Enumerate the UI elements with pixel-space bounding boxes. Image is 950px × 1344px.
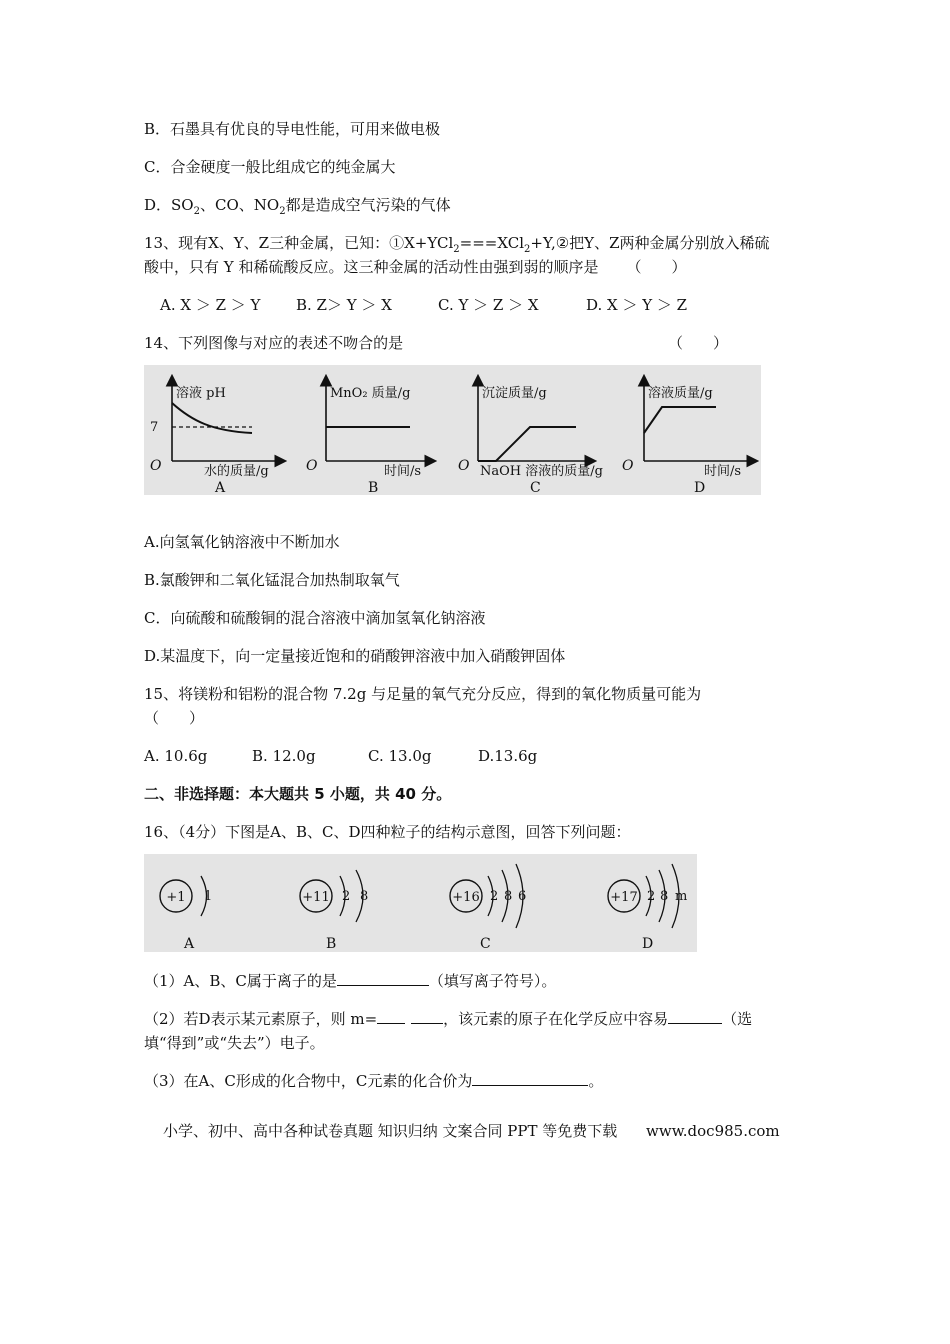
q16-part-2-blank-m-a[interactable] bbox=[377, 1009, 405, 1024]
q16-part-2-line1: （2）若D表示某元素原子，则 m= ，该元素的原子在化学反应中容易 （选 bbox=[144, 1010, 753, 1028]
graph-d bbox=[622, 377, 756, 495]
particle-a-shell-1-count: 1 bbox=[204, 889, 213, 904]
footer-text: 小学、初中、高中各种试卷真题 知识归纳 文案合同 PPT 等免费下载 bbox=[163, 1122, 618, 1140]
graph-b-xlabel: 时间/s bbox=[384, 464, 422, 479]
q16-particles-figure bbox=[144, 854, 697, 952]
graph-c-letter: C bbox=[530, 480, 541, 495]
graph-a-xlabel: 水的质量/g bbox=[204, 464, 269, 479]
footer bbox=[163, 1120, 780, 1141]
particle-b-nucleus-label: +11 bbox=[302, 890, 330, 905]
section-2-heading: 二、非选择题：本大题共 5 小题，共 40 分。 bbox=[144, 785, 452, 803]
particle-c-shell-3-count: 6 bbox=[518, 889, 527, 904]
q16-part-1-blank[interactable] bbox=[337, 971, 429, 986]
graph-a-curve bbox=[172, 403, 252, 433]
particle-b-letter: B bbox=[326, 936, 337, 952]
q15-option-d: D.13.6g bbox=[478, 747, 538, 765]
particle-d-shell-3-count: m bbox=[675, 889, 688, 904]
q16-part-2-blank-gain-lose[interactable] bbox=[668, 1009, 722, 1024]
particle-c bbox=[450, 864, 526, 952]
graph-d-line bbox=[644, 407, 716, 433]
q14-graphs-figure bbox=[144, 365, 761, 495]
q16-part-3: （3）在A、C形成的化合物中，C元素的化合价为 。 bbox=[144, 1072, 604, 1090]
q12-option-d: D．$SO_2$、CO、$NO_2$都是造成空气污染的气体 bbox=[144, 196, 451, 217]
q14-option-b: B.氯酸钾和二氧化锰混合加热制取氧气 bbox=[144, 571, 400, 589]
footer-url[interactable]: www.doc985.com bbox=[646, 1122, 780, 1140]
q16-part-3-blank[interactable] bbox=[472, 1071, 588, 1086]
q12-option-c: C．合金硬度一般比组成它的纯金属大 bbox=[144, 158, 396, 176]
particle-c-shell-1-count: 2 bbox=[490, 889, 499, 904]
particle-a-letter: A bbox=[184, 936, 195, 952]
particle-d-letter: D bbox=[642, 936, 654, 952]
particle-d-shell-2-count: 8 bbox=[660, 889, 669, 904]
q15-stem-line1: 15、将镁粉和铝粉的混合物 7.2g 与足量的氧气充分反应，得到的氧化物质量可能为 bbox=[144, 685, 702, 703]
q15-stem-line2: （ ） bbox=[144, 709, 205, 727]
q14-option-c: C．向硫酸和硫酸铜的混合溶液中滴加氢氧化钠溶液 bbox=[144, 609, 486, 627]
q14-option-d: D.某温度下，向一定量接近饱和的硝酸钾溶液中加入硝酸钾固体 bbox=[144, 647, 566, 665]
graph-c-xlabel: NaOH 溶液的质量/g bbox=[480, 464, 603, 479]
graph-a-ylabel: 溶液 pH bbox=[176, 386, 226, 401]
particle-d-nucleus-label: +17 bbox=[610, 890, 638, 905]
q16-particles-svg bbox=[144, 854, 697, 952]
graph-a-origin: O bbox=[150, 458, 162, 474]
graph-c-ylabel: 沉淀质量/g bbox=[482, 386, 547, 401]
graph-b-letter: B bbox=[368, 480, 379, 495]
particle-c-letter: C bbox=[480, 936, 491, 952]
graph-d-letter: D bbox=[694, 480, 706, 495]
q14-option-a: A.向氢氧化钠溶液中不断加水 bbox=[144, 533, 340, 551]
particle-b bbox=[300, 870, 368, 952]
q14-graphs-svg bbox=[144, 365, 761, 495]
graph-c-origin: O bbox=[458, 458, 470, 474]
q16-stem: 16、（4分）下图是A、B、C、D四种粒子的结构示意图，回答下列问题： bbox=[144, 823, 631, 841]
q13-stem-line2: 酸中，只有 Y 和稀硫酸反应。这三种金属的活动性由强到弱的顺序是 （ ） bbox=[144, 258, 687, 276]
particle-b-shell-2-count: 8 bbox=[360, 889, 369, 904]
graph-a-letter: A bbox=[215, 480, 226, 495]
particle-c-shell-2-count: 8 bbox=[504, 889, 513, 904]
particle-a bbox=[160, 876, 212, 952]
particle-d-shell-1-count: 2 bbox=[647, 889, 656, 904]
particle-b-shell-1-count: 2 bbox=[342, 889, 351, 904]
graph-a-tick-7: 7 bbox=[150, 420, 159, 435]
q12-option-b: B．石墨具有优良的导电性能，可用来做电极 bbox=[144, 120, 441, 138]
particle-c-nucleus-label: +16 bbox=[452, 890, 480, 905]
q13-stem-line1: 13、现有X、Y、Z三种金属，已知：①X+YCl$_2$===XCl$_2$+Y,②把Y、Z两种金属分别放入稀硫 bbox=[144, 234, 770, 255]
graph-b-ylabel: MnO₂ 质量/g bbox=[330, 386, 411, 401]
graph-d-xlabel: 时间/s bbox=[704, 464, 742, 479]
graph-d-ylabel: 溶液质量/g bbox=[648, 386, 713, 401]
graph-b bbox=[306, 377, 434, 495]
q13-option-d: D. X ＞ Y ＞ Z bbox=[586, 296, 688, 314]
q14-answer-paren: （ ） bbox=[668, 334, 729, 352]
q15-option-c: C. 13.0g bbox=[368, 747, 432, 765]
q15-option-a: A. 10.6g bbox=[144, 747, 208, 765]
graph-d-origin: O bbox=[622, 458, 634, 474]
particle-a-nucleus-label: +1 bbox=[166, 890, 186, 905]
q13-option-c: C. Y ＞ Z ＞ X bbox=[438, 296, 539, 314]
q15-option-b: B. 12.0g bbox=[252, 747, 316, 765]
q16-part-2-line2: 填“得到”或“失去”）电子。 bbox=[144, 1034, 325, 1052]
graph-a bbox=[150, 377, 284, 495]
graph-b-origin: O bbox=[306, 458, 318, 474]
graph-c bbox=[458, 377, 603, 495]
graph-c-line bbox=[478, 427, 576, 461]
particle-d bbox=[608, 864, 687, 952]
q13-option-a: A. X ＞ Z ＞ Y bbox=[160, 296, 261, 314]
q14-stem: 14、下列图像与对应的表述不吻合的是 bbox=[144, 334, 404, 352]
q16-part-1: （1）A、B、C属于离子的是 （填写离子符号）。 bbox=[144, 972, 557, 990]
q16-part-2-blank-m-b[interactable] bbox=[411, 1009, 443, 1024]
q13-option-b: B. Z＞ Y ＞ X bbox=[296, 296, 392, 314]
